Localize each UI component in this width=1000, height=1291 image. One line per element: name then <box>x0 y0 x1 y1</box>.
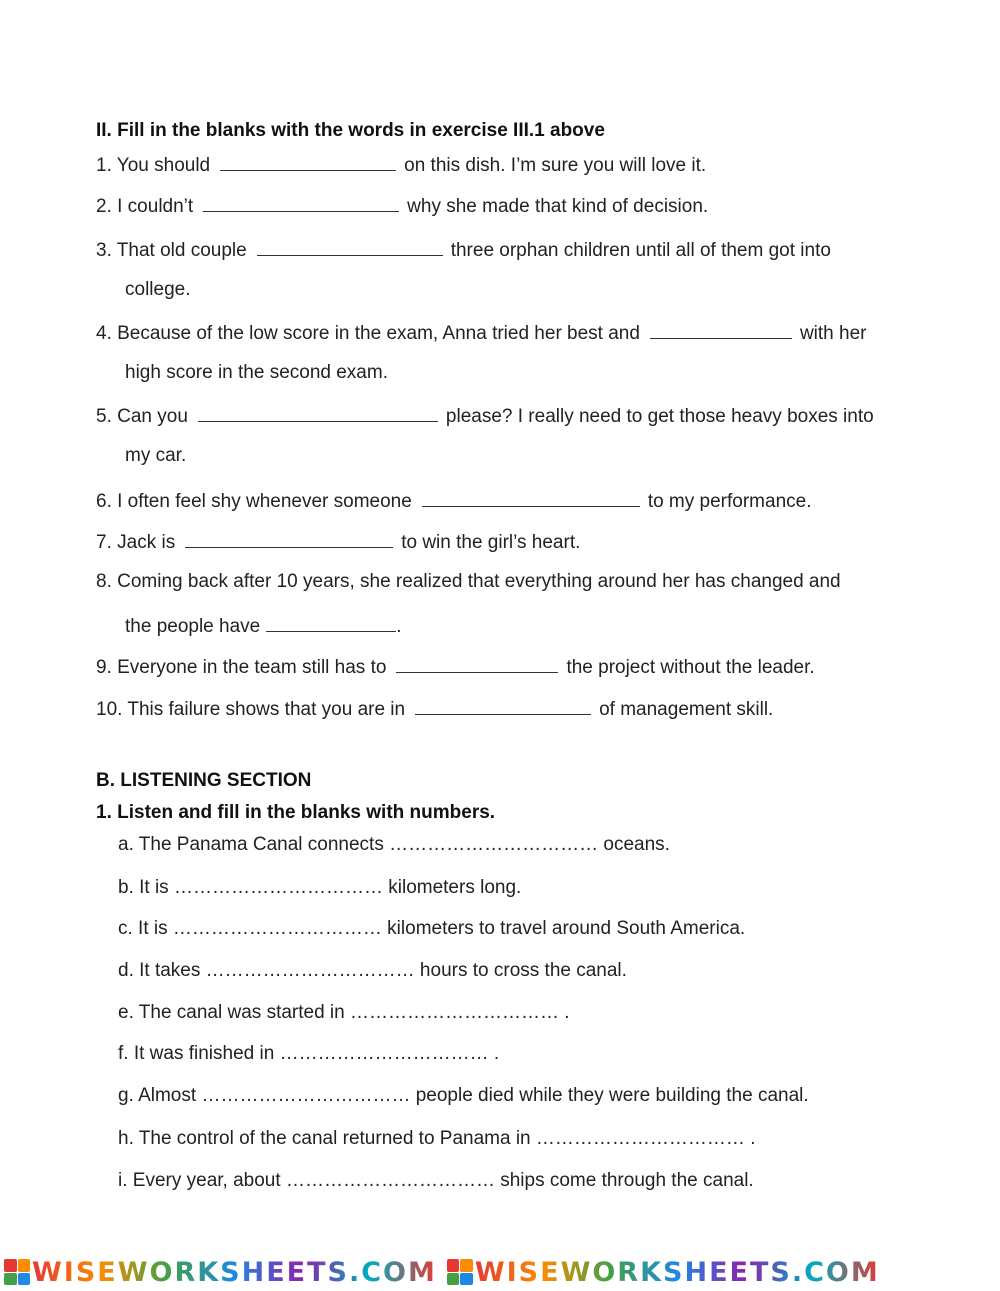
question-text: 1. You should <box>96 155 211 176</box>
item-text: . <box>488 1043 500 1064</box>
watermark-2 <box>447 1257 880 1288</box>
listening-item-d <box>118 960 627 982</box>
question-3-continuation: college. <box>125 279 191 300</box>
question-text: 5. Can you <box>96 406 188 427</box>
question-text: the project without the leader. <box>566 657 815 678</box>
answer-dots[interactable]: …………………………… <box>389 834 599 855</box>
question-5 <box>96 403 874 428</box>
answer-blank[interactable] <box>266 613 396 632</box>
question-text: the people have <box>125 616 261 637</box>
answer-blank[interactable] <box>650 320 792 339</box>
question-text: 8. Coming back after 10 years, she realized that everything around her has changed and <box>96 571 841 592</box>
answer-blank[interactable] <box>185 529 393 548</box>
question-text: on this dish. I’m sure you will love it. <box>404 155 707 176</box>
listening-item-i <box>118 1170 754 1192</box>
item-text: . <box>744 1128 756 1149</box>
watermark-1 <box>4 1257 437 1288</box>
answer-dots[interactable]: …………………………… <box>285 1170 495 1191</box>
item-text: f. It was finished in <box>118 1043 275 1064</box>
item-text: d. It takes <box>118 960 201 981</box>
question-text: to my performance. <box>647 491 812 512</box>
item-text: e. The canal was started in <box>118 1002 345 1023</box>
answer-blank[interactable] <box>422 488 640 507</box>
question-text: 6. I often feel shy whenever someone <box>96 491 412 512</box>
question-text: of management skill. <box>599 699 774 720</box>
question-text: with her <box>799 323 867 344</box>
answer-blank[interactable] <box>198 403 438 422</box>
listening-item-h <box>118 1128 755 1150</box>
section-ii-heading: II. Fill in the blanks with the words in exercise III.1 above <box>96 120 605 141</box>
question-6 <box>96 488 811 513</box>
question-text: please? I really need to get those heavy boxes into <box>445 406 874 427</box>
answer-blank[interactable] <box>203 193 399 212</box>
question-text: why she made that kind of decision. <box>407 196 709 217</box>
item-text: b. It is <box>118 877 169 898</box>
question-8 <box>96 571 841 593</box>
watermark-footer <box>0 1256 1000 1288</box>
logo-icon <box>4 1259 30 1285</box>
answer-blank[interactable] <box>257 237 443 256</box>
answer-blank[interactable] <box>415 696 591 715</box>
question-3 <box>96 237 831 262</box>
answer-dots[interactable]: …………………………… <box>279 1043 489 1064</box>
item-text: kilometers long. <box>382 877 522 898</box>
listening-item-b <box>118 877 521 899</box>
watermark-text: WISEWORKSHEETS.COM <box>474 1256 880 1288</box>
section-b-heading: B. LISTENING SECTION <box>96 770 312 791</box>
logo-icon <box>447 1259 473 1285</box>
item-text: . <box>559 1002 570 1023</box>
question-text: three orphan children until all of them got into <box>450 240 831 261</box>
question-text: 4. Because of the low score in the exam, Anna tried her best and <box>96 323 640 344</box>
answer-dots[interactable]: …………………………… <box>205 960 415 981</box>
item-text: h. The control of the canal returned to Panama in <box>118 1128 531 1149</box>
item-text: g. Almost <box>118 1085 197 1106</box>
question-text: 9. Everyone in the team still has to <box>96 657 387 678</box>
item-text: ships come through the canal. <box>494 1170 754 1191</box>
question-4 <box>96 320 866 345</box>
question-text: to win the girl’s heart. <box>401 532 581 553</box>
question-1 <box>96 152 706 177</box>
item-text: kilometers to travel around South America. <box>381 918 746 939</box>
question-text: 3. That old couple <box>96 240 247 261</box>
question-text: 2. I couldn’t <box>96 196 194 217</box>
listening-item-e <box>118 1002 570 1024</box>
answer-dots[interactable]: …………………………… <box>172 918 382 939</box>
question-text: 7. Jack is <box>96 532 176 553</box>
answer-dots[interactable]: …………………………… <box>173 877 383 898</box>
question-9 <box>96 654 815 679</box>
answer-dots[interactable]: …………………………… <box>350 1002 560 1023</box>
item-text: hours to cross the canal. <box>414 960 627 981</box>
item-text: a. The Panama Canal connects <box>118 834 384 855</box>
listening-item-g <box>118 1085 809 1107</box>
item-text: i. Every year, about <box>118 1170 281 1191</box>
question-10 <box>96 696 773 721</box>
listening-item-a <box>118 834 670 856</box>
item-text: people died while they were building the canal. <box>410 1085 809 1106</box>
question-text: 10. This failure shows that you are in <box>96 699 406 720</box>
question-4-continuation: high score in the second exam. <box>125 362 388 383</box>
watermark-text: WISEWORKSHEETS.COM <box>32 1256 437 1288</box>
listening-item-f <box>118 1043 499 1065</box>
question-text: . <box>396 616 402 637</box>
answer-dots[interactable]: …………………………… <box>201 1085 411 1106</box>
listening-instruction: 1. Listen and fill in the blanks with numbers. <box>96 802 496 823</box>
question-8-continuation <box>125 613 402 638</box>
answer-blank[interactable] <box>396 654 558 673</box>
answer-dots[interactable]: …………………………… <box>535 1128 745 1149</box>
question-2 <box>96 193 708 218</box>
item-text: oceans. <box>598 834 670 855</box>
question-7 <box>96 529 580 554</box>
listening-item-c <box>118 918 745 940</box>
question-5-continuation: my car. <box>125 445 187 466</box>
answer-blank[interactable] <box>220 152 396 171</box>
item-text: c. It is <box>118 918 168 939</box>
